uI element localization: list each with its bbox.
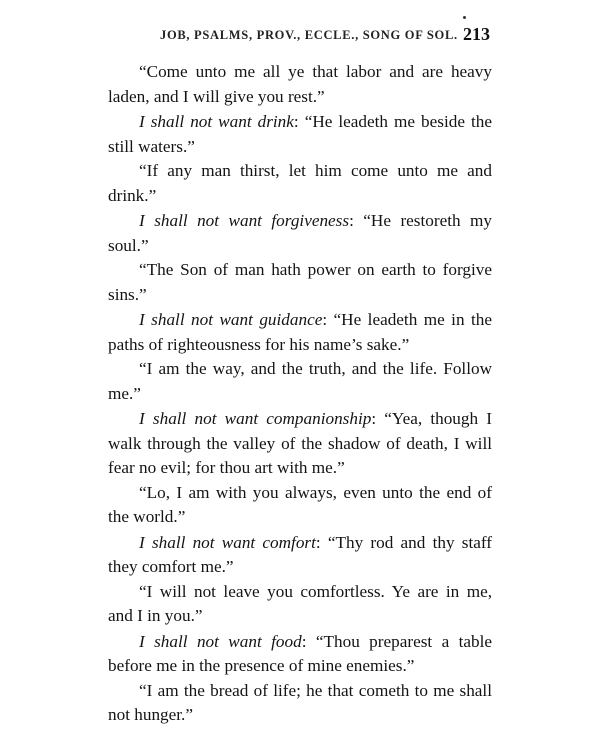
book-page	[108, 0, 493, 724]
want-text: : “He leadeth me beside the still waters.”	[108, 112, 492, 156]
want-paragraph	[108, 110, 492, 159]
print-speck	[463, 16, 466, 19]
page-header	[108, 22, 492, 48]
want-text: : “Thou preparest a table before me in the presence of mine enemies.”	[108, 631, 492, 675]
running-head: JOB, PSALMS, PROV., ECCLE., SONG OF SOL.	[160, 28, 458, 42]
want-lead: I shall not want forgiveness	[139, 211, 350, 230]
want-lead: I shall not want companionship	[139, 409, 372, 428]
quote-text: “The Son of man hath power on earth to forgive sins.”	[108, 260, 492, 304]
quote-paragraph	[108, 481, 492, 530]
want-text: : “Thy rod and thy staff they comfort me.”	[108, 532, 492, 576]
body-text	[108, 60, 492, 729]
quote-text: “Come unto me all ye that labor and are heavy laden, and I will give you rest.”	[108, 62, 492, 106]
want-text: : “Yea, though I walk through the valley of the shadow of death, I will fear no evil; for thou art with me.”	[108, 409, 492, 477]
quote-paragraph	[108, 357, 492, 406]
quote-text: “I will not leave you comfortless. Ye are in me, and I in you.”	[108, 581, 492, 625]
want-lead: I shall not want drink	[139, 112, 294, 131]
want-paragraph	[108, 630, 492, 679]
page-number: 213	[463, 24, 490, 44]
want-lead: I shall not want food	[139, 631, 302, 651]
quote-paragraph	[108, 679, 492, 728]
quote-text: “If any man thirst, let him come unto me and drink.”	[108, 161, 492, 205]
quote-paragraph	[108, 580, 492, 629]
want-paragraph	[108, 531, 492, 580]
quote-paragraph	[108, 60, 492, 109]
want-text: : “He leadeth me in the paths of righteousness for his name’s sake.”	[108, 310, 492, 354]
quote-text: “I am the bread of life; he that cometh to me shall not hunger.”	[108, 680, 492, 724]
want-paragraph	[108, 407, 492, 481]
want-paragraph	[108, 308, 492, 357]
want-lead: I shall not want guidance	[139, 310, 323, 329]
quote-text: “I am the way, and the truth, and the life. Follow me.”	[108, 359, 492, 403]
want-paragraph	[108, 209, 492, 258]
quote-paragraph	[108, 258, 492, 307]
quote-paragraph	[108, 159, 492, 208]
want-lead: I shall not want comfort	[139, 532, 316, 552]
want-text: : “He restoreth my soul.”	[108, 211, 493, 255]
quote-text: “Lo, I am with you always, even unto the end of the world.”	[108, 482, 492, 526]
